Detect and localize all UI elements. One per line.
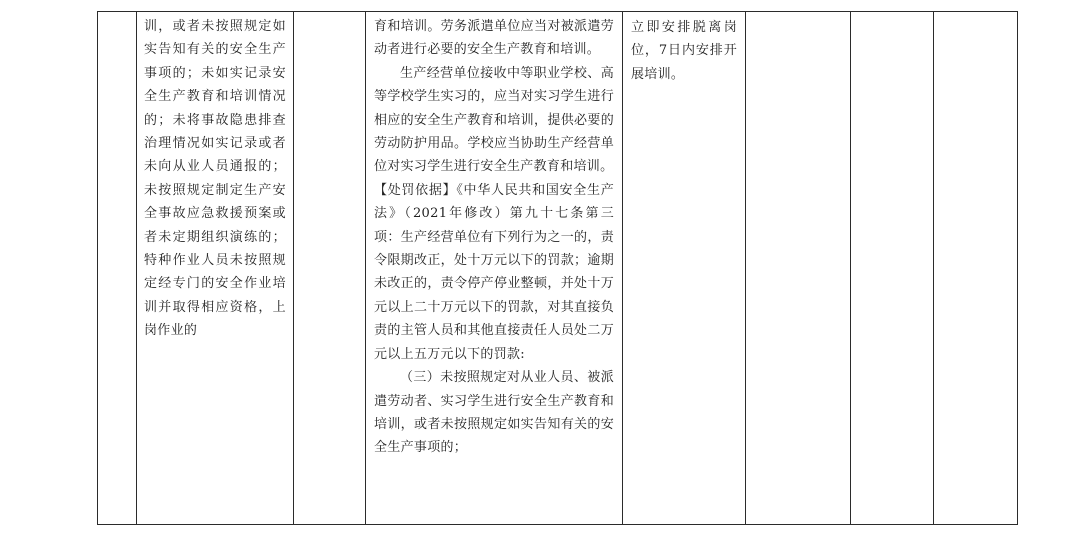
penalty-basis-label: 【处罚依据】 <box>374 182 457 198</box>
table-row <box>98 12 1018 525</box>
measure-cell <box>623 12 746 525</box>
empty-cell <box>294 12 366 525</box>
empty-cell <box>746 12 851 525</box>
legal-basis-cell <box>366 12 623 525</box>
measure-text: 立即安排脱离岗位，7日内安排开展培训。 <box>631 20 737 82</box>
violation-cell <box>137 12 294 525</box>
empty-cell <box>934 12 1018 525</box>
serial-number-cell <box>98 12 137 525</box>
basis-paragraph-4: （三）未按照规定对从业人员、被派遣劳动者、实习学生进行安全生产教育和培训，或者未按照规定如实告知有关的安全生产事项的； <box>374 370 614 456</box>
basis-paragraph-3 <box>374 179 614 366</box>
regulation-table <box>97 11 1018 525</box>
basis-paragraph-2: 生产经营单位接收中等职业学校、高等学校学生实习的，应当对实习学生进行相应的安全生产教育和培训，提供必要的劳动防护用品。学校应当协助生产经营单位对实习学生进行安全生产教育和培训。 <box>374 65 614 175</box>
violation-text: 训，或者未按照规定如实告知有关的安全生产事项的；未如实记录安全生产教育和培训情况的；未将事故隐患排查治理情况如实记录或者未向从业人员通报的；未按照规定制定生产安全事故应急救援预案或者未定期组织演练的；特种作业人员未按照规定经专门的安全作业培训并取得相应资格，上岗作业的 <box>144 19 286 339</box>
penalty-basis-text: 《中华人民共和国安全生产法》（2021年修改）第九十七条第三项：生产经营单位有下列行为之一的，责令限期改正，处十万元以下的罚款；逾期未改正的，责令停产停业整顿，并处十万元以上二十万元以下的罚款，对其直接负责的主管人员和其他直接责任人员处二万元以上五万元以下的罚款: <box>374 182 614 362</box>
basis-paragraph-1: 育和培训。劳务派遣单位应当对被派遣劳动者进行必要的安全生产教育和培训。 <box>374 19 614 58</box>
empty-cell <box>851 12 934 525</box>
